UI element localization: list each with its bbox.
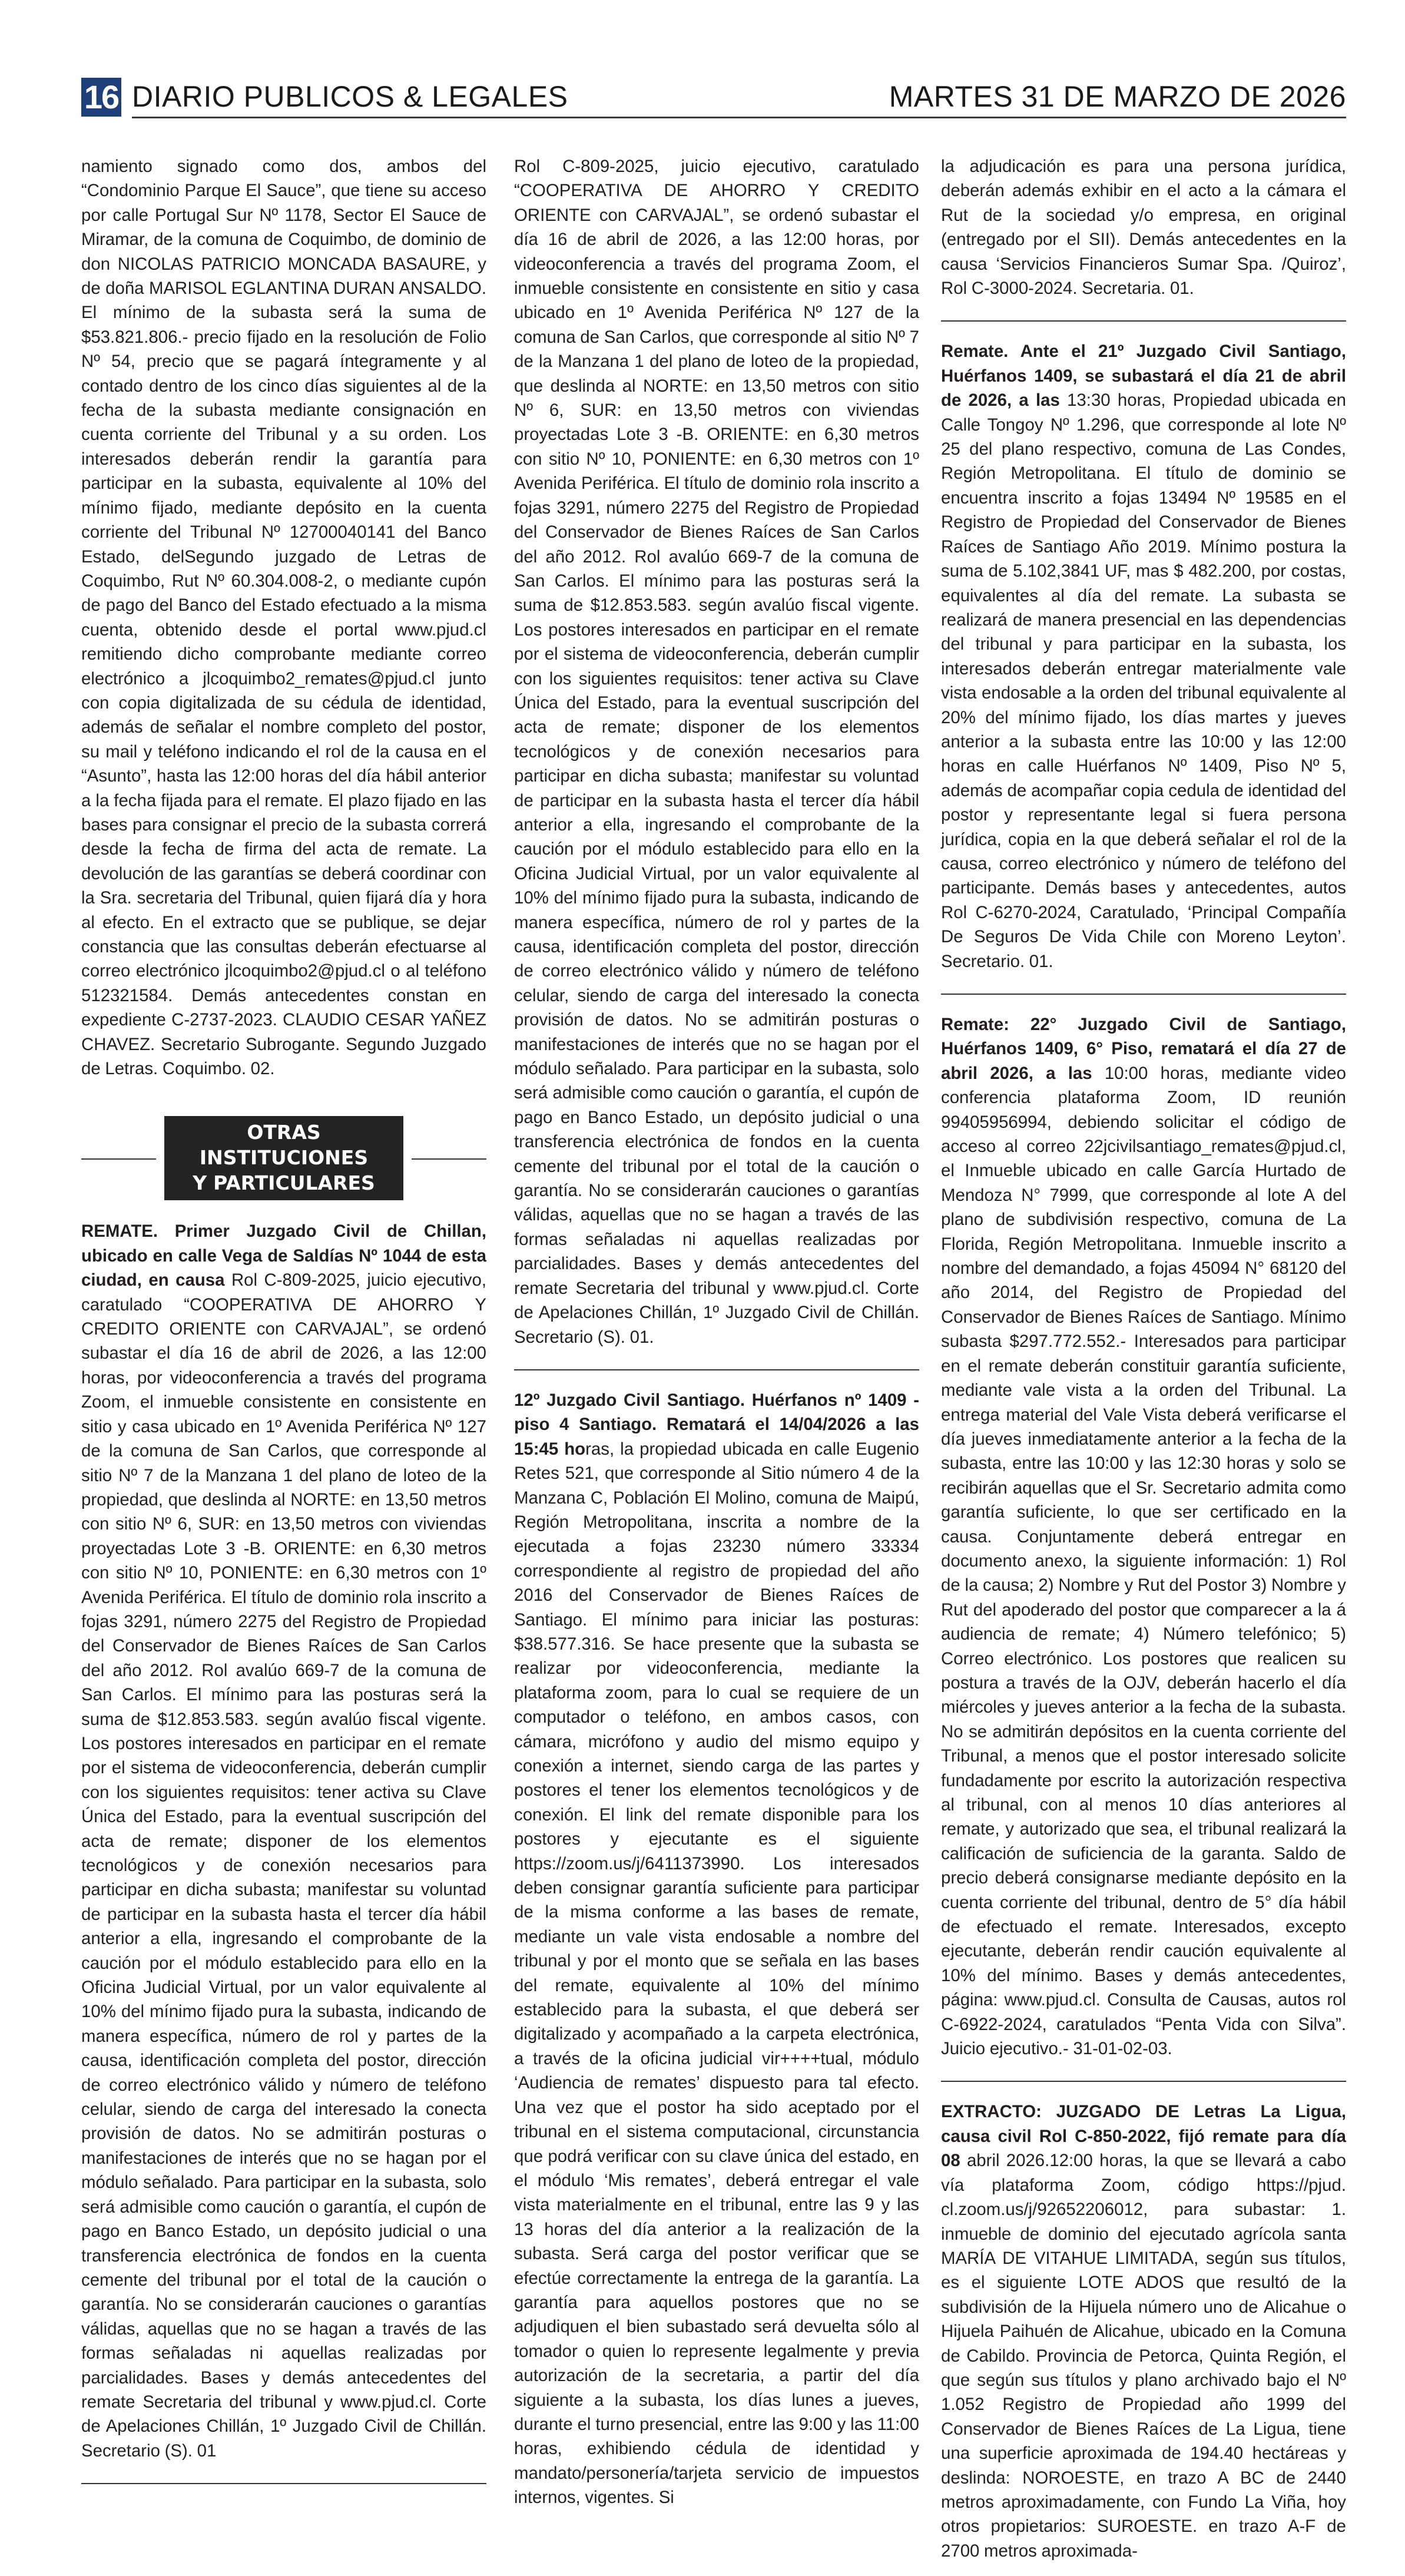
notice-body: la adjudicación es para una persona jurídica, deberán además exhibir en el acto a la cámara el Rut de la sociedad y/o empresa, en original (entregado por el SII). Demás antecedentes en la causa ‘Servicios Financieros Sumar Spa. /Quiroz’, Rol C-3000-2024. Secretaria. 01. — [941, 157, 1346, 299]
notice-body: abril 2026.12:00 horas, la que se llevará a cabo vía plataforma Zoom, código https://pjud. cl.zoom.us/j/92652206012, para subastar: 1. inmueble de dominio del ejecutado agrícola santa MARÍA DE VITAHUE LIMITADA, según sus títulos, es el siguiente LOTE ADOS que resultó de la subdivisión de la Hijuela número uno de Alicahue o Hijuela Paihuén de Alicahue, ubicado en la Comuna de Cabildo. Provincia de Petorca, Quinta Región, el que según sus títulos y plano archivado bajo el Nº 1.052 Registro de Propiedad año 1999 del Conservador de Bienes Raíces de La Ligua, tiene una superficie aproximada de 194.40 hectáreas y deslinda: NOROESTE, en trazo A BC de 2440 metros aproximadamente, con Fundo La Viña, hoy otros propietarios: SUROESTE. en trazo A-F de 2700 metros aproximada- — [941, 2151, 1346, 2561]
notice-body: 10:00 horas, mediante video conferencia plataforma Zoom, ID reunión 99405956994, debiendo solicitar el código de acceso al correo 22jcivilsantiago_remates@pjud.cl, el Inmueble ubicado en calle García Hurtado de Mendoza N° 7999, que corresponde al lote A del plano de subdivisión respectivo, comuna de La Florida, Región Metropolitana. Inmueble inscrito a nombre del demandado, a fojas 45094 N° 68120 del año 2014, del Registro de Propiedad del Conservador de Bienes Raíces de Santiago. Mínimo subasta $297.772.552.- Interesados para participar en el remate deberán constituir garantía suficiente, mediante vale vista a la orden del Tribunal. La entrega material del Vale Vista deberá verificarse el día jueves inmediatamente anterior a la fecha de la subasta, entre las 10:00 y las 12:30 horas y solo se recibirán aquellas que el Sr. Secretario admita como garantía suficiente, lo que ser certificado en la causa. Conjuntamente deberá entregar en documento anexo, la siguiente información: 1) Rol de la causa; 2) Nombre y Rut del Postor 3) Nombre y Rut del apoderado del postor que comparecer a la á audiencia de remate; 4) Número telefónico; 5) Correo electrónico. Los postores que realicen su postura a través de la OJV, deberán hacerlo el día miércoles y jueves anterior a la fecha de la subasta. No se admitirán depósitos en la cuenta corriente del Tribunal, a menos que el postor interesado solicite fundadamente por escrito la autorización respectiva al tribunal, con al menos 10 días anteriores al remate, y autorizado que sea, el tribunal realizará la calificación de suficiencia de la garanta. Saldo de precio deberá consignarse mediante depósito en la cuenta corriente del tribunal, dentro de 5° día hábil de efectuado el remate. Interesados, excepto ejecutante, deberán rendir caución equivalente al 10% del mínimo. Bases y demás antecedentes, página: www.pjud.cl. Consulta de Causas, autos rol C-6922-2024, caratulados “Penta Vida con Silva”. Juicio ejecutivo.- 31-01-02-03. — [941, 1063, 1346, 2059]
publication-name: DIARIO PUBLICOS & LEGALES — [132, 80, 568, 113]
notice-divider — [514, 1369, 919, 1370]
legal-notice — [514, 1388, 919, 2523]
notice-lead: Remate: 22° Juzgado Civil de Santiago, Huérfanos 1409, 6° Piso, rematará el día 27 de abril 2026, a las — [941, 1015, 1346, 1083]
section-banner — [81, 1116, 486, 1200]
section-banner-label — [156, 1116, 412, 1200]
legal-notice — [941, 1012, 1346, 2074]
notice-divider — [941, 320, 1346, 322]
publication-date: MARTES 31 DE MARZO DE 2026 — [889, 80, 1346, 113]
legal-notice — [81, 154, 486, 1094]
header-divider — [132, 117, 1346, 118]
legal-notice — [941, 154, 1346, 313]
legal-notice — [941, 339, 1346, 986]
legal-notice — [941, 2100, 1346, 2576]
notice-body: Rol C-809-2025, juicio ejecutivo, caratulado “COOPERATIVA DE AHORRO Y CREDITO ORIENTE con CARVAJAL”, se ordenó subastar el día 16 de abril de 2026, a las 12:00 horas, por videoconferencia a través del programa Zoom, el inmueble consistente en consistente en sitio y casa ubicado en 1º Avenida Periférica Nº 127 de la comuna de San Carlos, que corresponde al sitio Nº 7 de la Manzana 1 del plano de loteo de la propiedad, que deslinda al NORTE: en 13,50 metros con sitio Nº 6, SUR: en 13,50 metros con viviendas proyectadas Lote 3 -B. ORIENTE: en 6,30 metros con sitio Nº 10, PONIENTE: en 6,30 metros con 1º Avenida Periférica. El título de dominio rola inscrito a fojas 3291, número 2275 del Registro de Propiedad del Conservador de Bienes Raíces de San Carlos del año 2012. Rol avalúo 669-7 de la comuna de San Carlos. El mínimo para las posturas será la suma de $12.853.583. según avalúo fiscal vigente. Los postores interesados en participar en el remate por el sistema de videoconferencia, deberán cumplir con los siguientes requisitos: tener activa su Clave Única del Estado, para la eventual suscripción del acta de remate; disponer de los elementos tecnológicos y de conexión necesarios para participar en dicha subasta; manifestar su voluntad de participar en la subasta hasta el tercer día hábil anterior a ella, ingresando el comprobante de la caución por el módulo establecido para ello en la Oficina Judicial Virtual, por un valor equivalente al 10% del mínimo fijado pura la subasta, indicando de manera específica, número de rol y partes de la causa, identificación completa del postor, dirección de correo electrónico válido y número de teléfono celular, siendo de carga del interesado la conecta provisión de datos. No se admitirán posturas o manifestaciones de interés que no se hagan por el módulo señalado. Para participar en la subasta, solo será admisible como caución o garantía, el cupón de pago en Banco Estado, un depósito judicial o una transferencia electrónica de fondos en la cuenta cemente del tribunal por el total de la caución o garantía. No se considerarán cauciones o garantías válidas, aquellas que no se hagan a través de las formas señaladas ni aquellas realizadas por parcialidades. Bases y demás antecedentes del remate Secretaria del tribunal y www.pjud.cl. Corte de Apelaciones Chillán, 1º Juzgado Civil de Chillán. Secretario (S). 01 — [81, 1270, 486, 2461]
notice-lead: EXTRACTO: JUZGADO DE Letras La Ligua, causa civil Rol C-850-2022, fijó remate para día 08 — [941, 2102, 1346, 2171]
notice-divider — [941, 994, 1346, 995]
notice-body: Rol C-809-2025, juicio ejecutivo, caratulado “COOPERATIVA DE AHORRO Y CREDITO ORIENTE con CARVAJAL”, se ordenó subastar el día 16 de abril de 2026, a las 12:00 horas, por videoconferencia a través del programa Zoom, el inmueble consistente en consistente en sitio y casa ubicado en 1º Avenida Periférica Nº 127 de la comuna de San Carlos, que corresponde al sitio Nº 7 de la Manzana 1 del plano de loteo de la propiedad, que deslinda al NORTE: en 13,50 metros con sitio Nº 6, SUR: en 13,50 metros con viviendas proyectadas Lote 3 -B. ORIENTE: en 6,30 metros con sitio Nº 10, PONIENTE: en 6,30 metros con 1º Avenida Periférica. El título de dominio rola inscrito a fojas 3291, número 2275 del Registro de Propiedad del Conservador de Bienes Raíces de San Carlos del año 2012. Rol avalúo 669-7 de la comuna de San Carlos. El mínimo para las posturas será la suma de $12.853.583. según avalúo fiscal vigente. Los postores interesados en participar en el remate por el sistema de videoconferencia, deberán cumplir con los siguientes requisitos: tener activa su Clave Única del Estado, para la eventual suscripción del acta de remate; disponer de los elementos tecnológicos y de conexión necesarios para participar en dicha subasta; manifestar su voluntad de participar en la subasta hasta el tercer día hábil anterior a ella, ingresando el comprobante de la caución por el módulo establecido para ello en la Oficina Judicial Virtual, por un valor equivalente al 10% del mínimo fijado pura la subasta, indicando de manera específica, número de rol y partes de la causa, identificación completa del postor, dirección de correo electrónico válido y número de teléfono celular, siendo de carga del interesado la conecta provisión de datos. No se admitirán posturas o manifestaciones de interés que no se hagan por el módulo señalado. Para participar en la subasta, solo será admisible como caución o garantía, el cupón de pago en Banco Estado, un depósito judicial o una transferencia electrónica de fondos en la cuenta cemente del tribunal por el total de la caución o garantía. No se considerarán cauciones o garantías válidas, aquellas que no se hagan a través de las formas señaladas ni aquellas realizadas por parcialidades. Bases y demás antecedentes del remate Secretaria del tribunal y www.pjud.cl. Corte de Apelaciones Chillán, 1º Juzgado Civil de Chillán. Secretario (S). 01. — [514, 157, 919, 1347]
notice-lead: Remate. Ante el 21º Juzgado Civil Santiago, Huérfanos 1409, se subastará el día 21 de abril de 2026, a las — [941, 342, 1346, 410]
notice-divider — [81, 2483, 486, 2484]
column-3 — [941, 154, 1346, 2576]
notice-divider — [941, 2081, 1346, 2082]
notice-body: ras, la propiedad ubicada en calle Eugenio Retes 521, que corresponde al Sitio número 4 de la Manzana C, Población El Molino, comuna de Maipú, Región Metropolitana, inscrita a nombre de la ejecutada a fojas 23230 número 33334 correspondiente al registro de propiedad del año 2016 del Conservador de Bienes Raíces de Santiago. El mínimo para iniciar las posturas: $38.577.316. Se hace presente que la subasta se realizar por videoconferencia, mediante la plataforma zoom, para lo cual se requiere de un computador o teléfono, en ambos casos, con cámara, micrófono y audio del mismo equipo y conexión a internet, siendo carga de las partes y postores el tener los elementos tecnológicos y de conexión. El link del remate disponible para los postores y ejecutante es el siguiente https://zoom.us/j/6411373990. Los interesados deben consignar garantía suficiente para participar de la misma conforme a las bases de remate, mediante un vale vista endosable a nombre del tribunal y por el monto que se señala en las bases del remate, equivalente al 10% del mínimo establecido para la subasta, el que deberá ser digitalizado y acompañado a la carpeta electrónica, a través de la oficina judicial vir++++tual, módulo ‘Audiencia de remates’ dispuesto para tal efecto. Una vez que el postor ha sido aceptado por el tribunal en el sistema computacional, circunstancia que podrá verificar con su clave única del estado, en el módulo ‘Mis remates’, deberá entregar el vale vista materialmente en el tribunal, entre las 9 y las 13 horas del día anterior a la realización de la subasta. Será carga del postor verificar que se efectúe correctamente la entrega de la garantía. La garantía para aquellos postores que no se adjudiquen el bien subastado será devuelta sólo al tomador o quien lo represente legalmente y previa autorización de la secretaria, a partir del día siguiente a la subasta, los días lunes a jueves, durante el turno presencial, entre las 9:00 y las 11:00 horas, exhibiendo cédula de identidad y mandato/personería/tarjeta servicio de impuestos internos, vigentes. Si — [514, 1439, 919, 2508]
legal-notice — [81, 1219, 486, 2476]
notice-lead: REMATE. Primer Juzgado Civil de Chillan, ubicado en calle Vega de Saldías Nº 1044 de esta ciudad, en causa — [81, 1221, 486, 1290]
banner-line-2: Y PARTICULARES — [193, 1171, 375, 1195]
banner-line-1: OTRAS INSTITUCIONES — [199, 1121, 369, 1170]
column-2 — [514, 154, 919, 2523]
notice-body: namiento signado como dos, ambos del “Condominio Parque El Sauce”, que tiene su acceso por calle Portugal Sur Nº 1178, Sector El Sauce de Miramar, de la comuna de Coquimbo, de dominio de don NICOLAS PATRICIO MONCADA BASAURE, y de doña MARISOL EGLANTINA DURAN ANSALDO. El mínimo de la subasta será la suma de $53.821.806.- precio fijado en la resolución de Folio Nº 54, precio que se pagará íntegramente y al contado dentro de los cinco días siguientes al de la fecha de la subasta mediante consignación en cuenta corriente del Tribunal y a su orden. Los interesados deberán rendir la garantía para participar en la subasta, equivalente al 10% del mínimo fijado, mediante depósito en la cuenta corriente del Tribunal Nº 12700040141 del Banco Estado, delSegundo juzgado de Letras de Coquimbo, Rut Nº 60.304.008-2, o mediante cupón de pago del Banco del Estado efectuado a la misma cuenta, obtenido desde el portal www.pjud.cl remitiendo dicho comprobante mediante correo electrónico a jlcoquimbo2_remates@pjud.cl junto con copia digitalizada de su cédula de identidad, además de señalar el nombre completo del postor, su mail y teléfono indicando el rol de la causa en el “Asunto”, hasta las 12:00 horas del día hábil anterior a la fecha fijada para el remate. El plazo fijado en las bases para consignar el precio de la subasta correrá desde la fecha de firma del acta de remate. La devolución de las garantías se deberá coordinar con la Sra. secretaria del Tribunal, quien fijará día y hora al efecto. En el extracto que se publique, se dejar constancia que las consultas deberán efectuarse al correo electrónico jlcoquimbo2@pjud.cl o al teléfono 512321584. Demás antecedentes constan en expediente C-2737-2023. CLAUDIO CESAR YAÑEZ CHAVEZ. Secretario Subrogante. Segundo Juzgado de Letras. Coquimbo. 02. — [81, 157, 486, 1079]
legal-notice — [514, 154, 919, 1362]
page-number: 16 — [81, 78, 121, 117]
notice-lead: 12º Juzgado Civil Santiago. Huérfanos nº 1409 - piso 4 Santiago. Rematará el 14/04/2026 a las 15:45 ho — [514, 1390, 919, 1459]
notice-body: 13:30 horas, Propiedad ubicada en Calle Tongoy Nº 1.296, que corresponde al lote Nº 25 del plano respectivo, comuna de Las Condes, Región Metropolitana. El título de dominio se encuentra inscrito a fojas 13494 Nº 19585 en el Registro de Propiedad del Conservador de Bienes Raíces de Santiago Año 2019. Mínimo postura la suma de 5.102,3841 UF, mas $ 482.200, por costas, equivalentes al día del remate. La subasta se realizará de manera presencial en las dependencias del tribunal y para participar en la subasta, los interesados deberán entregar materialmente vale vista endosable a la orden del tribunal equivalente al 20% del mínimo fijado, los días martes y jueves anterior a la subasta entre las 10:00 y las 12:00 horas en calle Huérfanos Nº 1409, Piso Nº 5, además de acompañar copia cedula de identidad del postor y representante legal si fuera persona jurídica, copia en la que deberá señalar el rol de la causa, correo electrónico y número de teléfono del participante. Demás bases y antecedentes, autos Rol C-6270-2024, Caratulado, ‘Principal Compañía De Seguros De Vida Chile con Moreno Leyton’. Secretario. 01. — [941, 390, 1346, 971]
page-header — [81, 75, 1346, 115]
column-1 — [81, 154, 486, 2502]
